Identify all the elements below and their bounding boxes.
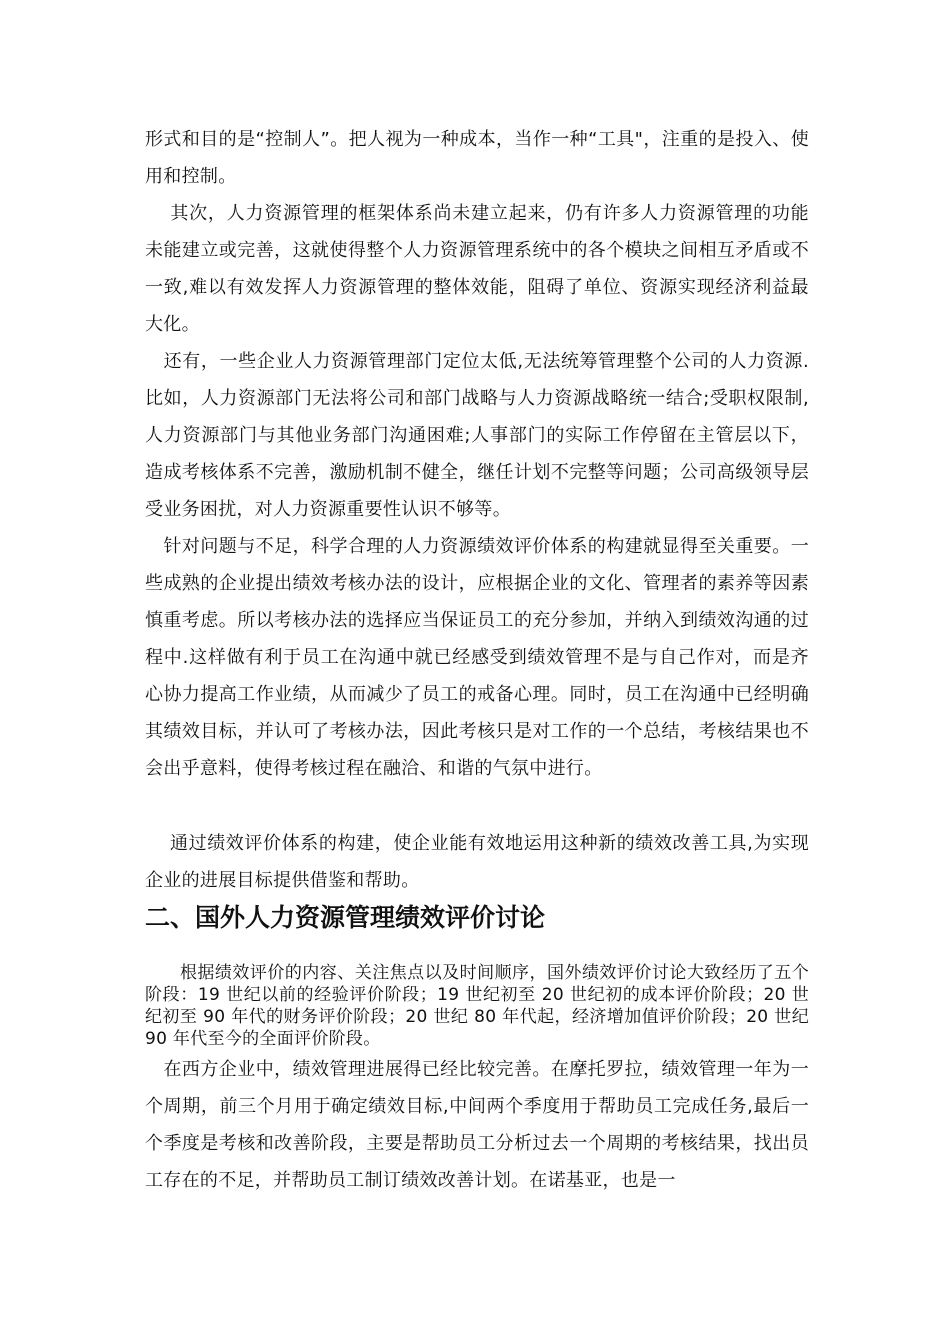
paragraph-five-stages: 根据绩效评价的内容、关注焦点以及时间顺序，国外绩效评价讨论大致经历了五个阶段：19 世纪以前的经验评价阶段；19 世纪初至 20 世纪初的成本评价阶段；20 世纪初至 90 年代的财务评价阶段；20 世纪 80 年代起，经济增加值评价阶段；20 世纪 90 年代至今的全面评价阶段。: [145, 963, 809, 1049]
section-heading: 二、国外人力资源管理绩效评价讨论: [145, 903, 546, 932]
paragraph-motorola: 在西方企业中，绩效管理进展得已经比较完善。在摩托罗拉，绩效管理一年为一个周期，前三个月用于确定绩效目标,中间两个季度用于帮助员工完成任务,最后一个季度是考核和改善阶段，主要是帮助员工分析过去一个周期的考核结果，找出员工存在的不足，并帮助员工制订绩效改善计划。在诺基亚，也是一: [145, 1059, 809, 1191]
paragraph-conclusion: 通过绩效评价体系的构建，使企业能有效地运用这种新的绩效改善工具,为实现企业的进展目标提供借鉴和帮助。: [145, 833, 809, 891]
paragraph-control-people: 形式和目的是“控制人”。把人视为一种成本，当作一种“工具"，注重的是投入、使用和控制。: [145, 129, 809, 187]
paragraph-framework: 其次，人力资源管理的框架体系尚未建立起来，仍有许多人力资源管理的功能未能建立或完善，这就使得整个人力资源管理系统中的各个模块之间相互矛盾或不一致,难以有效发挥人力资源管理的整体效能，阻碍了单位、资源实现经济利益最大化。: [145, 203, 809, 335]
paragraph-evaluation-system: 针对问题与不足，科学合理的人力资源绩效评价体系的构建就显得至关重要。一些成熟的企业提出绩效考核办法的设计，应根据企业的文化、管理者的素养等因素慎重考虑。所以考核办法的选择应当保证员工的充分参加，并纳入到绩效沟通的过程中.这样做有利于员工在沟通中就已经感受到绩效管理不是与自己作对，而是齐心协力提高工作业绩，从而减少了员工的戒备心理。同时，员工在沟通中已经明确其绩效目标，并认可了考核办法，因此考核只是对工作的一个总结，考核结果也不会出乎意料，使得考核过程在融洽、和谐的气氛中进行。: [145, 536, 809, 779]
paragraph-hr-position: 还有，一些企业人力资源管理部门定位太低,无法统筹管理整个公司的人力资源.比如，人力资源部门无法将公司和部门战略与人力资源战略统一结合;受职权限制,人力资源部门与其他业务部门沟通困难;人事部门的实际工作停留在主管层以下，造成考核体系不完善，激励机制不健全，继任计划不完整等问题；公司高级领导层受业务困扰，对人力资源重要性认识不够等。: [145, 351, 809, 520]
